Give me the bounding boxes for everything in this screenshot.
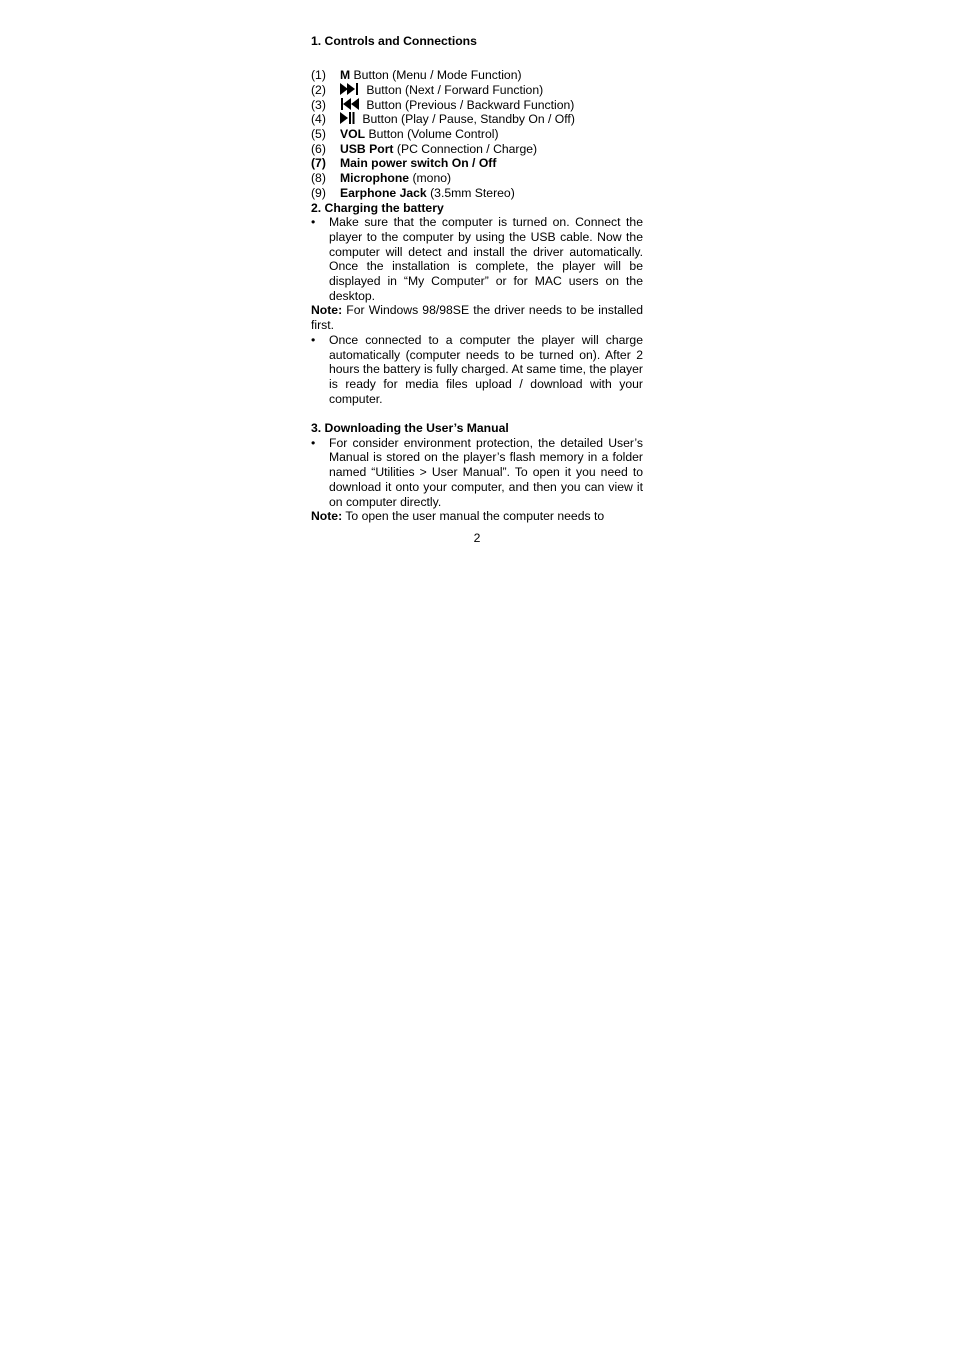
bullet-mark: • <box>311 332 316 347</box>
item-label: Microphone <box>340 171 410 186</box>
list-item <box>311 127 643 142</box>
item-number: (6) <box>311 141 326 156</box>
bullet-mark: • <box>311 215 316 230</box>
bullet-item <box>311 215 643 303</box>
list-item <box>311 186 643 201</box>
item-text: Button (Volume Control) <box>365 127 499 142</box>
item-label: M <box>340 68 351 83</box>
item-text: (mono) <box>409 171 452 186</box>
item-number: (7) <box>311 156 326 171</box>
item-label: VOL <box>340 127 366 142</box>
list-item <box>311 112 643 127</box>
item-text: Button (Previous / Backward Function) <box>363 97 575 112</box>
item-number: (2) <box>311 82 326 97</box>
section-2-heading: 2. Charging the battery <box>311 200 444 215</box>
text-column <box>311 34 643 524</box>
item-number: (1) <box>311 68 326 83</box>
item-text: (3.5mm Stereo) <box>426 185 515 200</box>
note-text: To open the user manual the computer needs to <box>342 509 605 524</box>
bullet-text: Make sure that the computer is turned on. Connect the player to the computer by using the USB cable. Now the computer will detect and install the driver automatically. Once the installation is complete, the player will be displayed in “My Computer” or for MAC users on the desktop. <box>329 215 643 303</box>
item-label: Earphone Jack <box>340 185 427 200</box>
bullet-item <box>311 436 643 510</box>
item-number: (4) <box>311 112 326 127</box>
bullet-item <box>311 333 643 407</box>
item-number: (8) <box>311 171 326 186</box>
item-text: Button (Next / Forward Function) <box>363 82 544 97</box>
previous-icon <box>340 98 359 110</box>
list-item <box>311 171 643 186</box>
note <box>311 303 643 332</box>
bullet-mark: • <box>311 435 316 450</box>
page-number: 2 <box>473 531 481 545</box>
item-text: (PC Connection / Charge) <box>393 141 538 156</box>
note-text: For Windows 98/98SE the driver needs to be installed first. <box>311 303 643 333</box>
item-label: Main power switch On / Off <box>340 156 497 171</box>
play-pause-icon <box>340 112 355 124</box>
item-text: Button (Play / Pause, Standby On / Off) <box>359 112 575 127</box>
item-number: (9) <box>311 185 326 200</box>
note <box>311 509 643 524</box>
note-label: Note: <box>311 303 343 318</box>
bullet-text: Once connected to a computer the player will charge automatically (computer needs to be turned on). After 2 hours the battery is fully charged. At same time, the player is ready for media files upload / download with your computer. <box>329 332 643 406</box>
list-item <box>311 142 643 157</box>
controls-list <box>311 68 643 200</box>
item-number: (5) <box>311 127 326 142</box>
item-number: (3) <box>311 97 326 112</box>
section-1-heading: 1. Controls and Connections <box>311 34 477 48</box>
list-item <box>311 68 643 83</box>
section-3-heading: 3. Downloading the User’s Manual <box>311 421 509 436</box>
list-item <box>311 156 643 171</box>
item-text: Button (Menu / Mode Function) <box>350 68 522 83</box>
list-item <box>311 83 643 98</box>
list-item <box>311 98 643 113</box>
note-label: Note: <box>311 509 343 524</box>
next-icon <box>340 83 359 95</box>
bullet-text: For consider environment protection, the detailed User’s Manual is stored on the player’s flash memory in a folder named “Utilities > User Manual”. To open it you need to download it onto your computer, and then you can view it on computer directly. <box>329 435 643 509</box>
item-label: USB Port <box>340 141 394 156</box>
